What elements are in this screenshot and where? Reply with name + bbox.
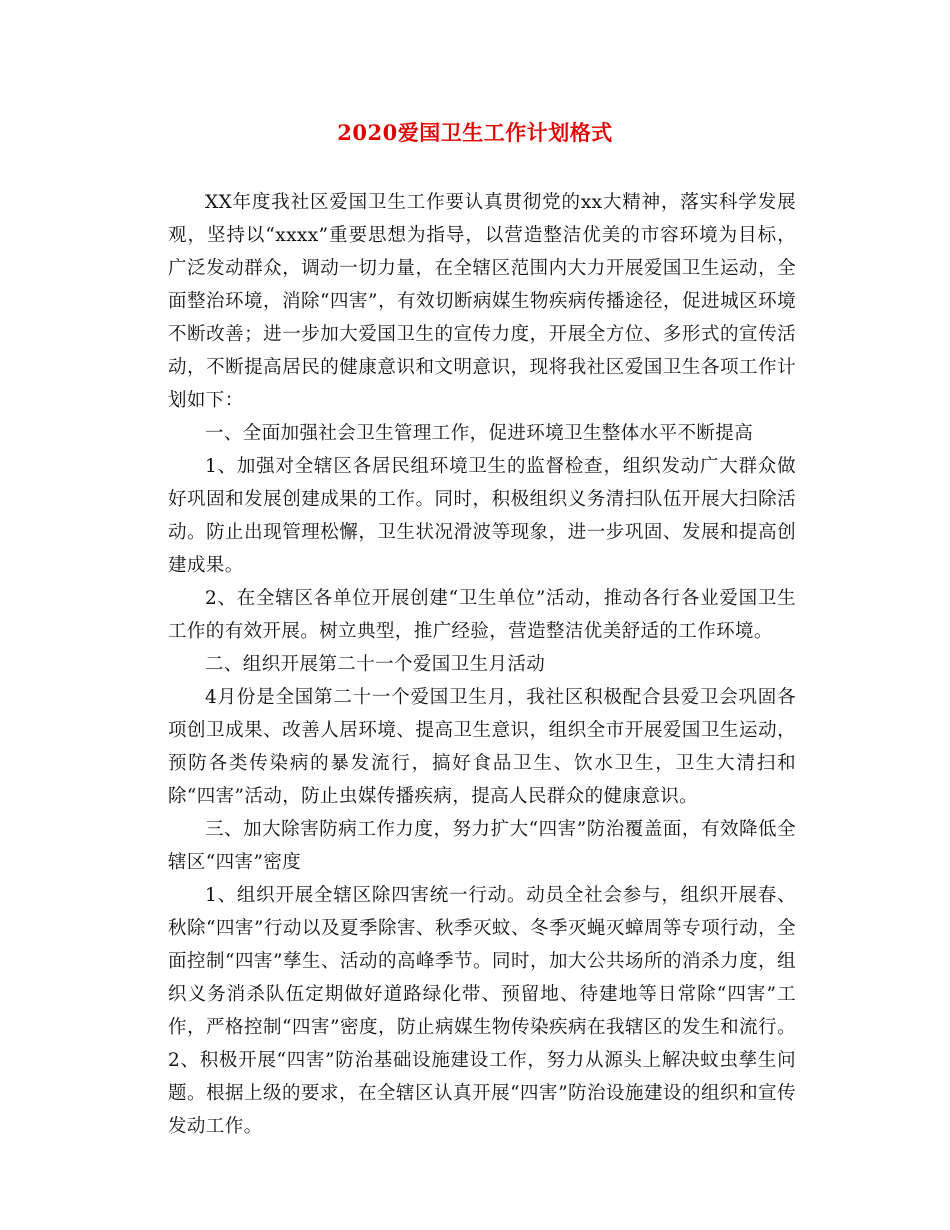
section-heading-1: 一、全面加强社会卫生管理工作，促进环境卫生整体水平不断提高	[205, 423, 754, 444]
paragraph-1-2: 2、在全辖区各单位开展创建“卫生单位”活动，推动各行各业爱国卫生工作的有效开展。树立典型，推广经验，营造整洁优美舒适的工作环境。	[168, 588, 796, 642]
section-heading-3: 三、加大除害防病工作力度，努力扩大“四害”防治覆盖面，有效降低全辖区“四害”密度	[168, 819, 796, 873]
paragraph-1-1: 1、加强对全辖区各居民组环境卫生的监督检查，组织发动广大群众做好巩固和发展创建成果的工作。同时，积极组织义务清扫队伍开展大扫除活动。防止出现管理松懈，卫生状况滑波等现象，进一步巩固、发展和提高创建成果。	[168, 456, 796, 576]
section-heading-2: 二、组织开展第二十一个爱国卫生月活动	[205, 654, 546, 675]
document-title: 2020爱国卫生工作计划格式	[337, 120, 613, 145]
paragraph-2-1: 4月份是全国第二十一个爱国卫生月，我社区积极配合县爱卫会巩固各项创卫成果、改善人居环境、提高卫生意识，组织全市开展爱国卫生运动，预防各类传染病的暴发流行，搞好食品卫生、饮水卫生，卫生大清扫和除“四害”活动，防止虫媒传播疾病，提高人民群众的健康意识。	[168, 687, 796, 807]
paragraph-intro: XX年度我社区爱国卫生工作要认真贯彻党的xx大精神，落实科学发展观，坚持以“xxxx”重要思想为指导，以营造整洁优美的市容环境为目标，广泛发动群众，调动一切力量，在全辖区范围内大力开展爱国卫生运动，全面整治环境，消除“四害”，有效切断病媒生物疾病传播途径，促进城区环境不断改善；进一步加大爱国卫生的宣传力度，开展全方位、多形式的宣传活动，不断提高居民的健康意识和文明意识，现将我社区爱国卫生各项工作计划如下：	[168, 192, 796, 411]
paragraph-3-1: 1、组织开展全辖区除四害统一行动。动员全社会参与，组织开展春、秋除“四害”行动以及夏季除害、秋季灭蚊、冬季灭蝇灭蟑周等专项行动，全面控制“四害”孳生、活动的高峰季节。同时，加大公共场所的消杀力度，组织义务消杀队伍定期做好道路绿化带、预留地、待建地等日常除“四害”工作，严格控制“四害”密度，防止病媒生物传染疾病在我辖区的发生和流行。2、积极开展“四害”防治基础设施建设工作，努力从源头上解决蚊虫孳生问题。根据上级的要求，在全辖区认真开展“四害”防治设施建设的组织和宣传发动工作。	[168, 885, 796, 1137]
document-body	[168, 186, 796, 1143]
